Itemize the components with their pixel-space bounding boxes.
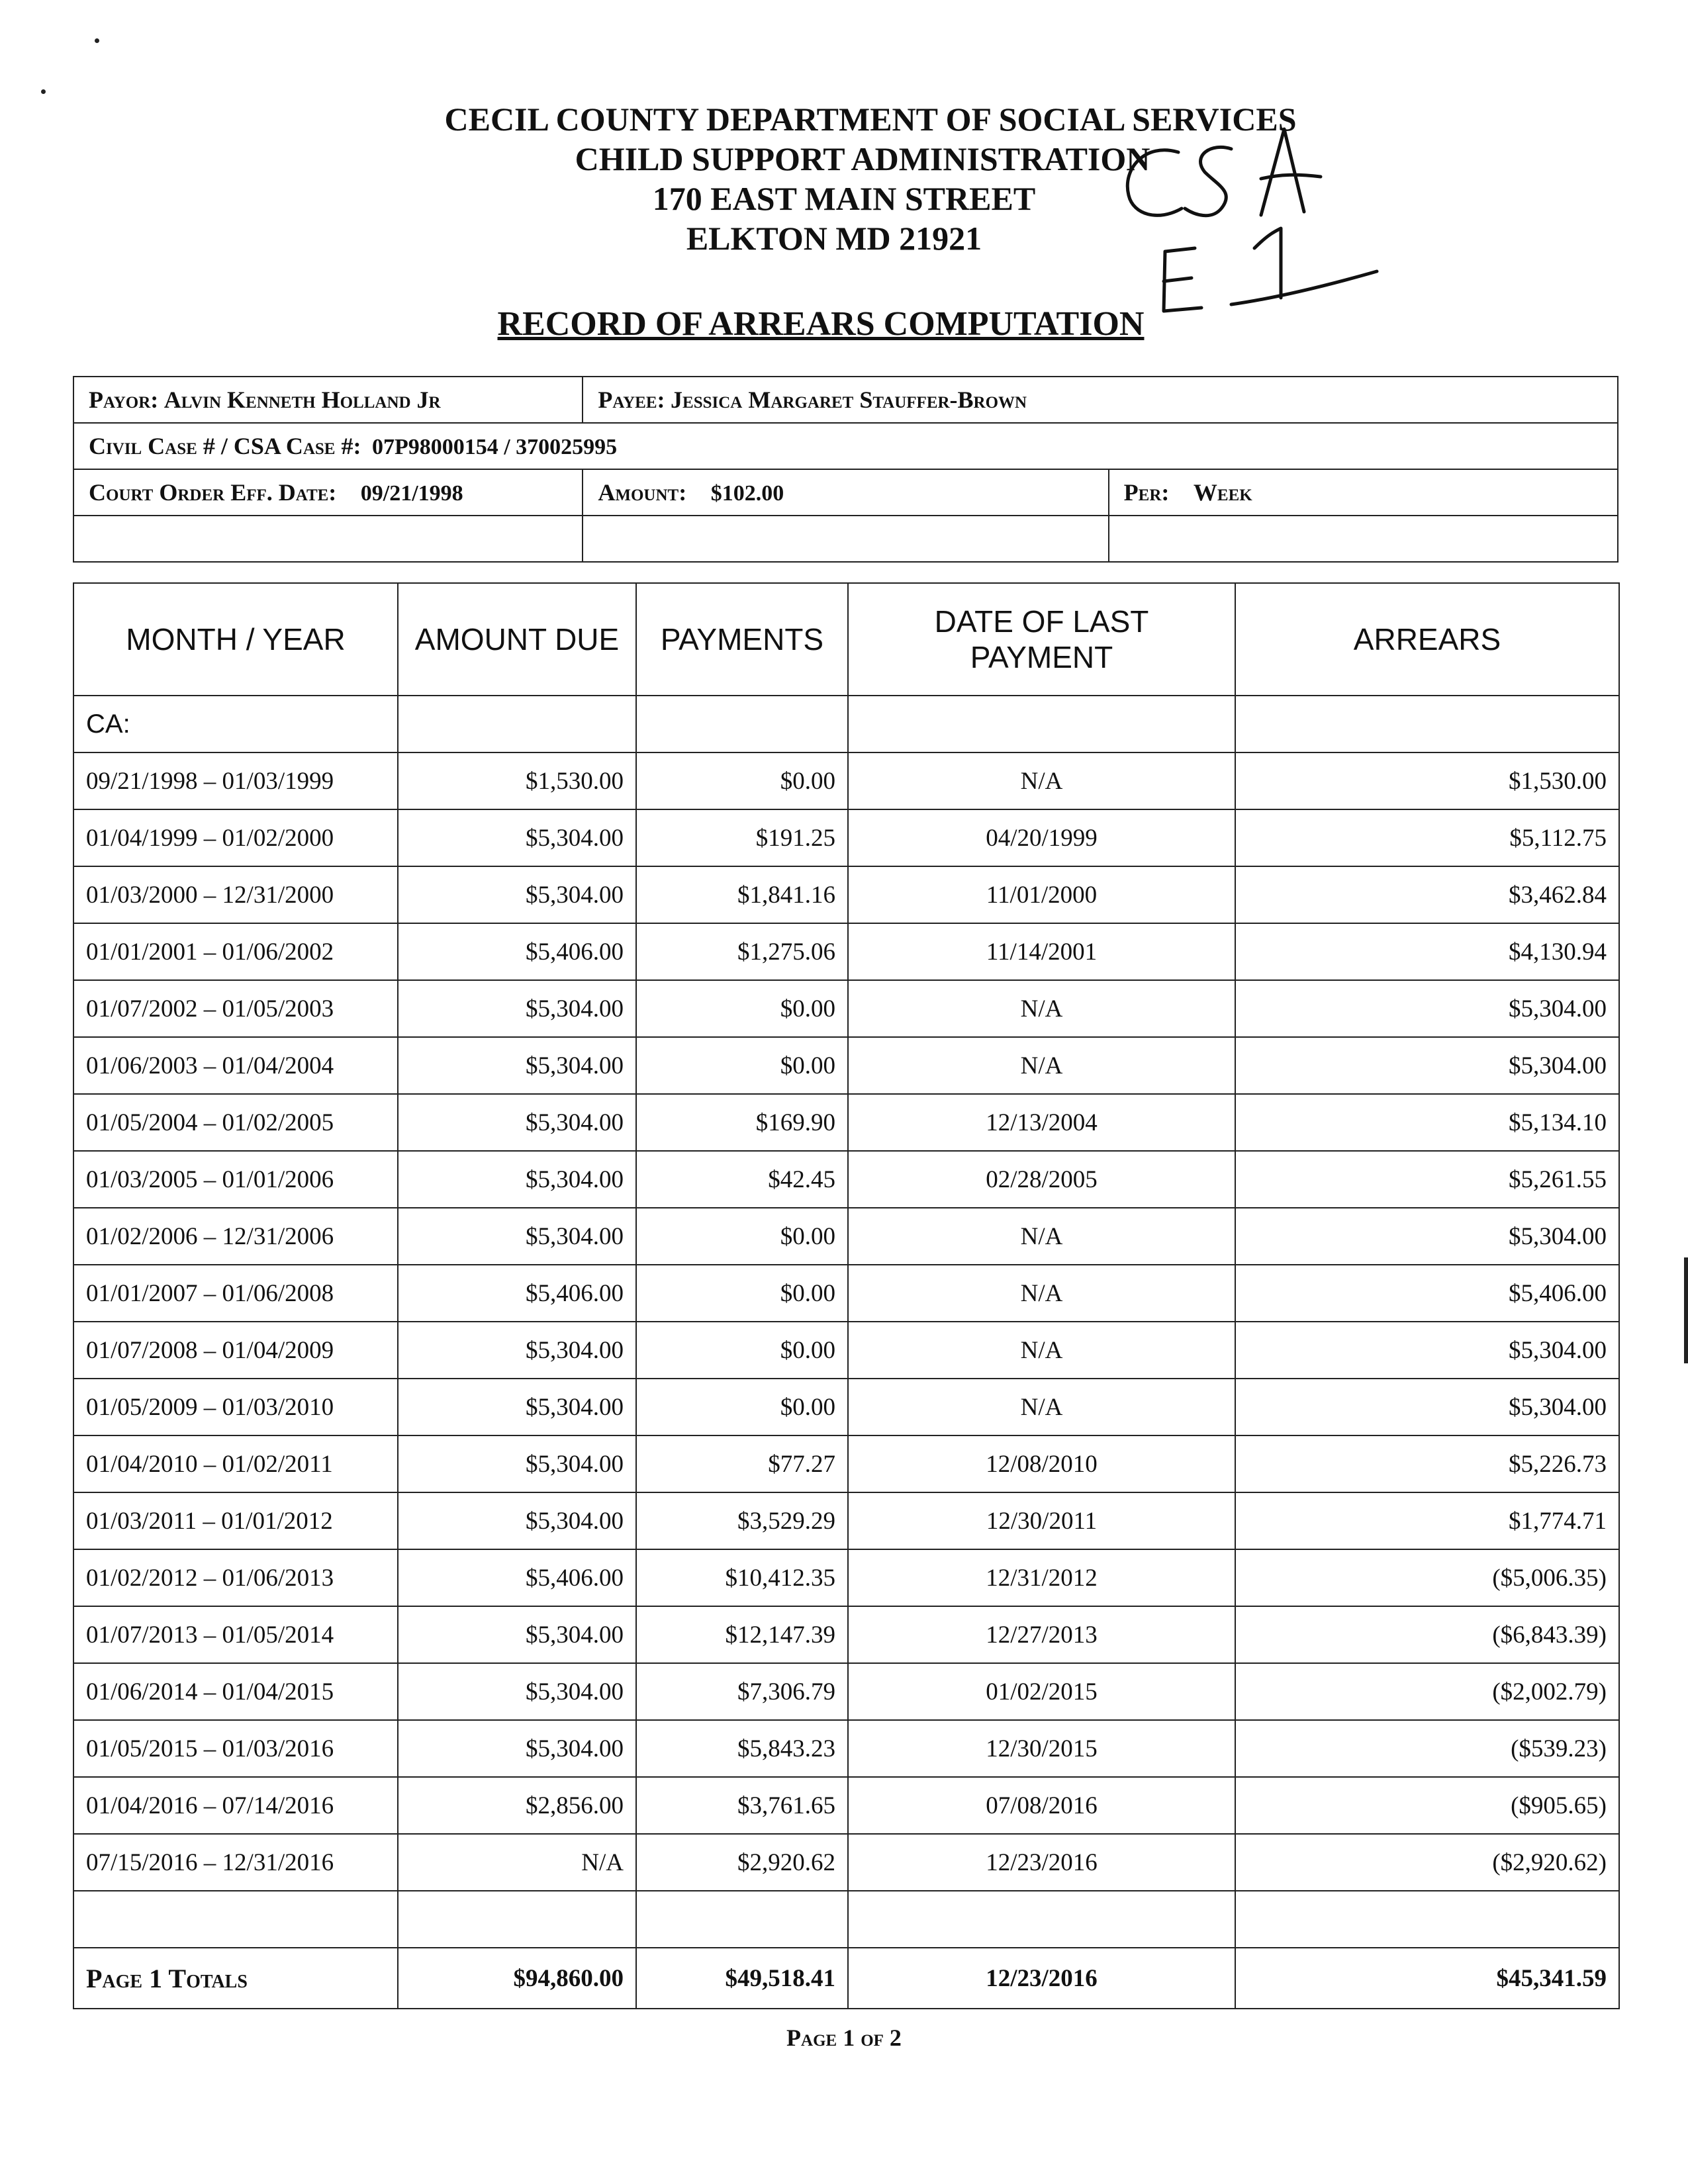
- row-payments: $0.00: [636, 1208, 848, 1265]
- row-amount-due: $5,304.00: [398, 1663, 636, 1720]
- row-payments: $2,920.62: [636, 1834, 848, 1891]
- case-info-row-parties: [73, 377, 1618, 423]
- row-last-payment-date: 12/31/2012: [848, 1549, 1235, 1606]
- arrears-table: [73, 582, 1620, 2009]
- payee-value: Jessica Margaret Stauffer-Brown: [671, 387, 1027, 413]
- row-arrears: ($2,002.79): [1235, 1663, 1619, 1720]
- scan-speck: [41, 89, 46, 94]
- row-last-payment-date: N/A: [848, 980, 1235, 1037]
- row-amount-due: $5,304.00: [398, 1720, 636, 1777]
- table-row: [73, 1208, 1619, 1265]
- row-arrears: $5,406.00: [1235, 1265, 1619, 1322]
- row-last-payment-date: N/A: [848, 1379, 1235, 1435]
- table-row: [73, 809, 1619, 866]
- case-info-row-case: [73, 423, 1618, 469]
- table-row: [73, 980, 1619, 1037]
- row-arrears: $5,112.75: [1235, 809, 1619, 866]
- row-payments: $12,147.39: [636, 1606, 848, 1663]
- table-row: [73, 866, 1619, 923]
- order-date-value: 09/21/1998: [360, 481, 463, 506]
- row-last-payment-date: N/A: [848, 752, 1235, 809]
- column-header-amount-due: AMOUNT DUE: [398, 583, 636, 696]
- row-arrears: $5,304.00: [1235, 1208, 1619, 1265]
- row-period: 01/07/2013 – 01/05/2014: [73, 1606, 398, 1663]
- row-arrears: ($6,843.39): [1235, 1606, 1619, 1663]
- column-header-month-year: MONTH / YEAR: [73, 583, 398, 696]
- table-row: [73, 1151, 1619, 1208]
- row-period: 01/01/2007 – 01/06/2008: [73, 1265, 398, 1322]
- table-row: [73, 1663, 1619, 1720]
- row-payments: $169.90: [636, 1094, 848, 1151]
- row-last-payment-date: 12/27/2013: [848, 1606, 1235, 1663]
- row-amount-due: $5,406.00: [398, 923, 636, 980]
- scan-edge-mark: [1684, 1257, 1688, 1363]
- row-last-payment-date: 02/28/2005: [848, 1151, 1235, 1208]
- empty-cell: [636, 696, 848, 752]
- row-amount-due: $5,406.00: [398, 1265, 636, 1322]
- payor-value: Alvin Kenneth Holland Jr: [164, 387, 441, 413]
- row-amount-due: $5,304.00: [398, 980, 636, 1037]
- row-arrears: $4,130.94: [1235, 923, 1619, 980]
- case-info-table: [73, 376, 1618, 563]
- case-number-cell: [73, 423, 1618, 469]
- row-amount-due: $5,304.00: [398, 1606, 636, 1663]
- document-title: RECORD OF ARREARS COMPUTATION: [497, 305, 1145, 343]
- row-period: 01/02/2012 – 01/06/2013: [73, 1549, 398, 1606]
- row-period: 01/04/1999 – 01/02/2000: [73, 809, 398, 866]
- amount-value: $102.00: [710, 481, 784, 506]
- row-period: 01/05/2009 – 01/03/2010: [73, 1379, 398, 1435]
- row-payments: $1,841.16: [636, 866, 848, 923]
- payee-label: Payee:: [598, 387, 665, 413]
- agency-name: CECIL COUNTY DEPARTMENT OF SOCIAL SERVICES: [444, 101, 1297, 138]
- empty-cell: [848, 1891, 1235, 1948]
- row-last-payment-date: 12/30/2015: [848, 1720, 1235, 1777]
- row-payments: $0.00: [636, 1322, 848, 1379]
- order-date-label: Court Order Eff. Date:: [89, 479, 337, 506]
- row-amount-due: $5,304.00: [398, 1037, 636, 1094]
- row-amount-due: $5,304.00: [398, 1094, 636, 1151]
- column-header-arrears: ARREARS: [1235, 583, 1619, 696]
- empty-cell: [398, 1891, 636, 1948]
- table-row: [73, 752, 1619, 809]
- table-row: [73, 1265, 1619, 1322]
- row-amount-due: $5,304.00: [398, 809, 636, 866]
- handwritten-exhibit-mark: [1092, 116, 1390, 328]
- per-label: Per:: [1123, 479, 1170, 506]
- row-period: 07/15/2016 – 12/31/2016: [73, 1834, 398, 1891]
- row-period: 01/06/2014 – 01/04/2015: [73, 1663, 398, 1720]
- table-row: [73, 1606, 1619, 1663]
- row-amount-due: $5,406.00: [398, 1549, 636, 1606]
- row-period: 01/05/2015 – 01/03/2016: [73, 1720, 398, 1777]
- row-payments: $191.25: [636, 809, 848, 866]
- table-row: [73, 1834, 1619, 1891]
- row-payments: $3,761.65: [636, 1777, 848, 1834]
- row-period: 01/04/2010 – 01/02/2011: [73, 1435, 398, 1492]
- row-period: 01/07/2008 – 01/04/2009: [73, 1322, 398, 1379]
- row-amount-due: $5,304.00: [398, 1208, 636, 1265]
- empty-cell: [1235, 1891, 1619, 1948]
- table-row: [73, 1322, 1619, 1379]
- arrears-header-row: [73, 583, 1619, 696]
- empty-cell: [73, 1891, 398, 1948]
- spacer-row: [73, 1891, 1619, 1948]
- row-arrears: ($2,920.62): [1235, 1834, 1619, 1891]
- row-period: 01/02/2006 – 12/31/2006: [73, 1208, 398, 1265]
- amount-cell: [583, 469, 1108, 516]
- column-header-payments: PAYMENTS: [636, 583, 848, 696]
- empty-cell: [398, 696, 636, 752]
- section-row: [73, 696, 1619, 752]
- row-last-payment-date: 11/01/2000: [848, 866, 1235, 923]
- row-last-payment-date: N/A: [848, 1037, 1235, 1094]
- row-payments: $1,275.06: [636, 923, 848, 980]
- empty-cell: [848, 696, 1235, 752]
- row-payments: $42.45: [636, 1151, 848, 1208]
- total-last-payment-date: 12/23/2016: [848, 1948, 1235, 2009]
- table-row: [73, 1094, 1619, 1151]
- row-arrears: $5,304.00: [1235, 1037, 1619, 1094]
- table-row: [73, 1549, 1619, 1606]
- order-date-cell: [73, 469, 583, 516]
- table-row: [73, 1720, 1619, 1777]
- row-last-payment-date: N/A: [848, 1265, 1235, 1322]
- row-last-payment-date: 12/30/2011: [848, 1492, 1235, 1549]
- row-amount-due: $5,304.00: [398, 866, 636, 923]
- row-arrears: ($5,006.35): [1235, 1549, 1619, 1606]
- empty-cell: [1235, 696, 1619, 752]
- scan-speck: [95, 38, 99, 43]
- row-period: 01/04/2016 – 07/14/2016: [73, 1777, 398, 1834]
- row-last-payment-date: 12/23/2016: [848, 1834, 1235, 1891]
- row-last-payment-date: 01/02/2015: [848, 1663, 1235, 1720]
- row-payments: $7,306.79: [636, 1663, 848, 1720]
- table-row: [73, 923, 1619, 980]
- arrears-body: [73, 696, 1619, 1891]
- agency-street: 170 EAST MAIN STREET: [652, 180, 1036, 217]
- row-last-payment-date: N/A: [848, 1208, 1235, 1265]
- column-header-date-of-last-payment: DATE OF LAST PAYMENT: [848, 583, 1235, 696]
- row-arrears: $5,261.55: [1235, 1151, 1619, 1208]
- table-row: [73, 1777, 1619, 1834]
- row-arrears: $3,462.84: [1235, 866, 1619, 923]
- row-arrears: $5,304.00: [1235, 1322, 1619, 1379]
- row-amount-due: $5,304.00: [398, 1492, 636, 1549]
- row-amount-due: $5,304.00: [398, 1322, 636, 1379]
- table-row: [73, 1037, 1619, 1094]
- total-arrears: $45,341.59: [1235, 1948, 1619, 2009]
- row-payments: $77.27: [636, 1435, 848, 1492]
- blank-cell: [583, 516, 1108, 562]
- agency-division: CHILD SUPPORT ADMINISTRATION: [575, 140, 1150, 177]
- row-last-payment-date: N/A: [848, 1322, 1235, 1379]
- agency-header: [0, 99, 1688, 258]
- row-period: 01/03/2011 – 01/01/2012: [73, 1492, 398, 1549]
- total-payments: $49,518.41: [636, 1948, 848, 2009]
- row-amount-due: $5,304.00: [398, 1435, 636, 1492]
- row-arrears: $1,774.71: [1235, 1492, 1619, 1549]
- row-arrears: $5,226.73: [1235, 1435, 1619, 1492]
- payor-cell: [73, 377, 583, 423]
- row-payments: $0.00: [636, 980, 848, 1037]
- row-arrears: $5,304.00: [1235, 980, 1619, 1037]
- row-last-payment-date: 07/08/2016: [848, 1777, 1235, 1834]
- case-number-value: 07P98000154 / 370025995: [371, 435, 618, 459]
- row-payments: $0.00: [636, 1379, 848, 1435]
- row-amount-due: $5,304.00: [398, 1379, 636, 1435]
- row-last-payment-date: 04/20/1999: [848, 809, 1235, 866]
- row-payments: $0.00: [636, 1037, 848, 1094]
- row-period: 09/21/1998 – 01/03/1999: [73, 752, 398, 809]
- table-row: [73, 1492, 1619, 1549]
- case-info-row-blank: [73, 516, 1618, 562]
- row-arrears: $5,304.00: [1235, 1379, 1619, 1435]
- row-last-payment-date: 12/13/2004: [848, 1094, 1235, 1151]
- blank-cell: [73, 516, 583, 562]
- row-arrears: ($539.23): [1235, 1720, 1619, 1777]
- row-payments: $5,843.23: [636, 1720, 848, 1777]
- row-payments: $0.00: [636, 752, 848, 809]
- row-period: 01/03/2005 – 01/01/2006: [73, 1151, 398, 1208]
- amount-label: Amount:: [598, 479, 687, 506]
- totals-label: Page 1 Totals: [73, 1948, 398, 2009]
- row-amount-due: $1,530.00: [398, 752, 636, 809]
- per-cell: [1109, 469, 1618, 516]
- totals-row: [73, 1948, 1619, 2009]
- row-last-payment-date: 11/14/2001: [848, 923, 1235, 980]
- row-last-payment-date: 12/08/2010: [848, 1435, 1235, 1492]
- per-value: Week: [1193, 479, 1252, 506]
- payee-cell: [583, 377, 1618, 423]
- page-number: Page 1 of 2: [786, 2025, 902, 2051]
- row-arrears: $1,530.00: [1235, 752, 1619, 809]
- row-amount-due: N/A: [398, 1834, 636, 1891]
- case-number-label: Civil Case # / CSA Case #:: [89, 433, 361, 459]
- row-period: 01/07/2002 – 01/05/2003: [73, 980, 398, 1037]
- row-period: 01/03/2000 – 12/31/2000: [73, 866, 398, 923]
- blank-cell: [1109, 516, 1618, 562]
- row-period: 01/05/2004 – 01/02/2005: [73, 1094, 398, 1151]
- agency-city: ELKTON MD 21921: [686, 220, 982, 257]
- row-payments: $3,529.29: [636, 1492, 848, 1549]
- row-arrears: $5,134.10: [1235, 1094, 1619, 1151]
- section-label: CA:: [73, 696, 398, 752]
- row-amount-due: $2,856.00: [398, 1777, 636, 1834]
- total-amount-due: $94,860.00: [398, 1948, 636, 2009]
- row-period: 01/01/2001 – 01/06/2002: [73, 923, 398, 980]
- row-amount-due: $5,304.00: [398, 1151, 636, 1208]
- payor-label: Payor:: [89, 387, 159, 413]
- empty-cell: [636, 1891, 848, 1948]
- case-info-row-order: [73, 469, 1618, 516]
- table-row: [73, 1379, 1619, 1435]
- row-period: 01/06/2003 – 01/04/2004: [73, 1037, 398, 1094]
- row-arrears: ($905.65): [1235, 1777, 1619, 1834]
- table-row: [73, 1435, 1619, 1492]
- row-payments: $10,412.35: [636, 1549, 848, 1606]
- row-payments: $0.00: [636, 1265, 848, 1322]
